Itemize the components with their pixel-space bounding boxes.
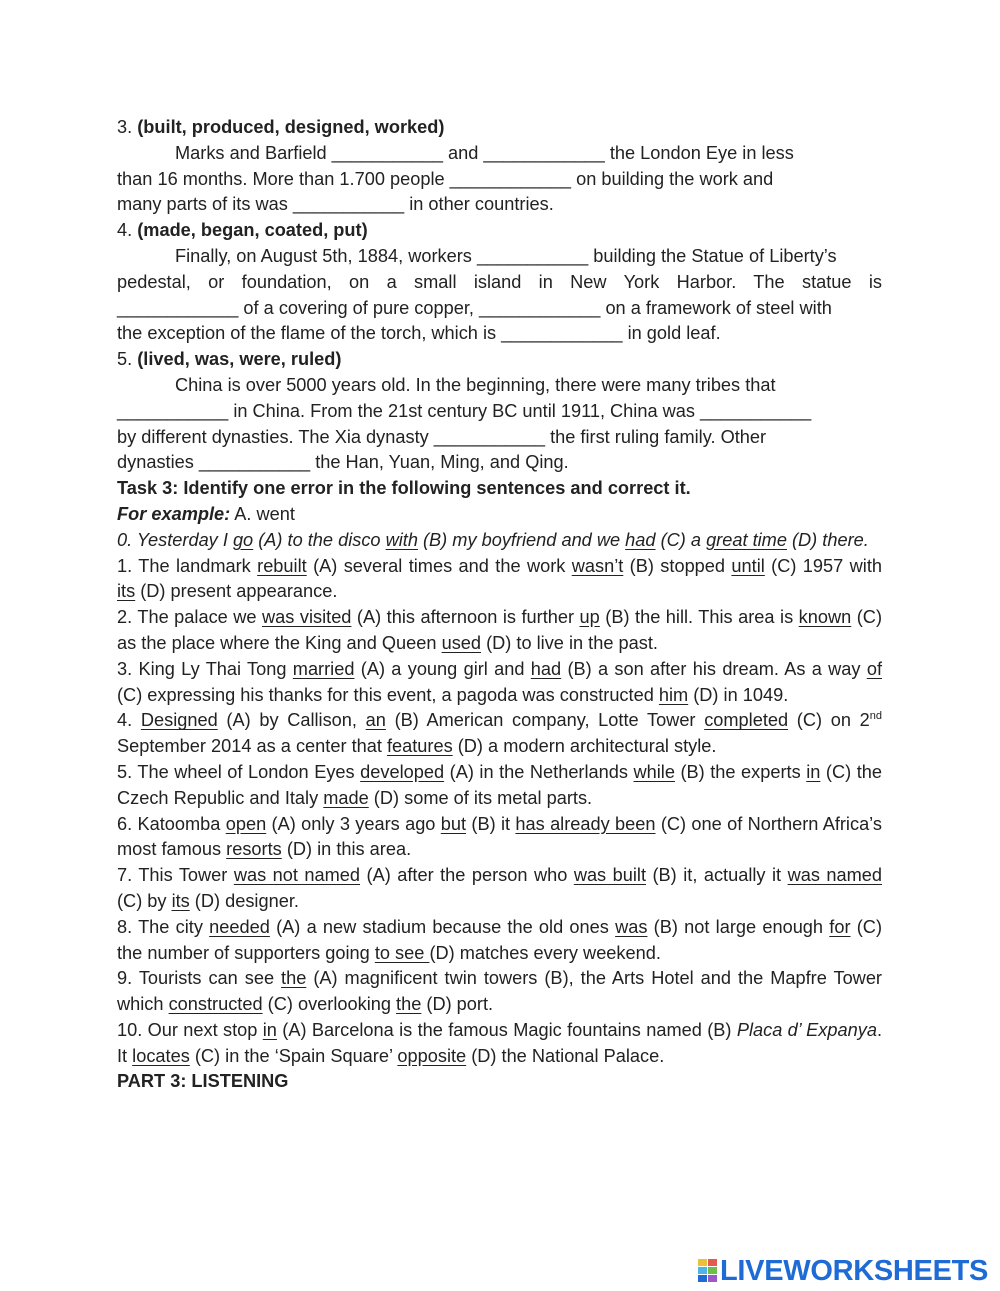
q4-heading: 4. (made, began, coated, put): [117, 220, 368, 241]
sentence-9: 9. Tourists can see the (A) magnificent twin towers (B), the Arts Hotel and the Mapfre Tower which constructed (C) overlooking the (D) port.: [117, 968, 882, 1015]
q4-line-3: ____________ of a covering of pure copper, ____________ on a framework of steel with: [117, 297, 832, 318]
q3-line-3: many parts of its was ___________ in other countries.: [117, 194, 554, 215]
q4-line-2: pedestal, or foundation, on a small island in New York Harbor. The statue is: [117, 271, 882, 292]
sentence-1: 1. The landmark rebuilt (A) several times and the work wasn’t (B) stopped until (C) 1957 with its (D) present appearance.: [117, 555, 882, 602]
liveworksheets-wordmark: LIVEWORKSHEETS: [720, 1255, 989, 1287]
sentence-4: 4. Designed (A) by Callison, an (B) American company, Lotte Tower completed (C) on 2nd September 2014 as a center that features (D) a modern architectural style.: [117, 710, 882, 757]
q4-line-4: the exception of the flame of the torch, which is ____________ in gold leaf.: [117, 323, 721, 344]
worksheet-page: [117, 115, 882, 1095]
sentence-2: 2. The palace we was visited (A) this afternoon is further up (B) the hill. This area is known (C) as the place where the King and Queen used (D) to live in the past.: [117, 607, 882, 653]
q3-line-2: than 16 months. More than 1.700 people ____________ on building the work and: [117, 168, 774, 189]
task3-example-sentence: 0. Yesterday I go (A) to the disco with (B) my boyfriend and we had (C) a great time (D) there.: [117, 529, 869, 550]
q4-line-1: Finally, on August 5th, 1884, workers ___________ building the Statue of Liberty’s: [175, 245, 837, 266]
sentence-8: 8. The city needed (A) a new stadium because the old ones was (B) not large enough for (C) the number of supporters going to see (D) matches every weekend.: [117, 916, 882, 963]
q5-line-3: by different dynasties. The Xia dynasty ___________ the first ruling family. Other: [117, 426, 767, 447]
q5-heading: 5. (lived, was, were, ruled): [117, 349, 342, 370]
q5-line-1: China is over 5000 years old. In the beginning, there were many tribes that: [175, 374, 776, 395]
q3-line-1: Marks and Barfield ___________ and ____________ the London Eye in less: [175, 142, 794, 163]
q5-line-2: ___________ in China. From the 21st century BC until 1911, China was ___________: [117, 400, 812, 421]
task3-example: For example: A. went: [117, 503, 295, 524]
sentence-7: 7. This Tower was not named (A) after the person who was built (B) it, actually it was named (C) by its (D) designer.: [117, 865, 883, 911]
q3-heading: 3. (built, produced, designed, worked): [117, 117, 445, 137]
sentence-3: 3. King Ly Thai Tong married (A) a young girl and had (B) a son after his dream. As a way of (C) expressing his thanks for this event, a pagoda was constructed him (D) in 1049.: [117, 658, 882, 705]
sentence-5: 5. The wheel of London Eyes developed (A) in the Netherlands while (B) the experts in (C) the Czech Republic and Italy made (D) some of its metal parts.: [117, 761, 882, 808]
liveworksheets-logo[interactable]: [698, 1256, 994, 1286]
task3-title: Task 3: Identify one error in the following sentences and correct it.: [117, 478, 691, 499]
sentence-10: 10. Our next stop in (A) Barcelona is the famous Magic fountains named (B) Placa d’ Expanya. It locates (C) in the ‘Spain Square’ opposite (D) the National Palace.: [117, 1019, 882, 1066]
liveworksheets-blocks-icon: [698, 1259, 718, 1283]
sentence-6: 6. Katoomba open (A) only 3 years ago but (B) it has already been (C) one of Northern Africa’s most famous resorts (D) in this area.: [117, 813, 882, 860]
part3-heading: PART 3: LISTENING: [117, 1071, 289, 1092]
q5-line-4: dynasties ___________ the Han, Yuan, Ming, and Qing.: [117, 452, 569, 473]
